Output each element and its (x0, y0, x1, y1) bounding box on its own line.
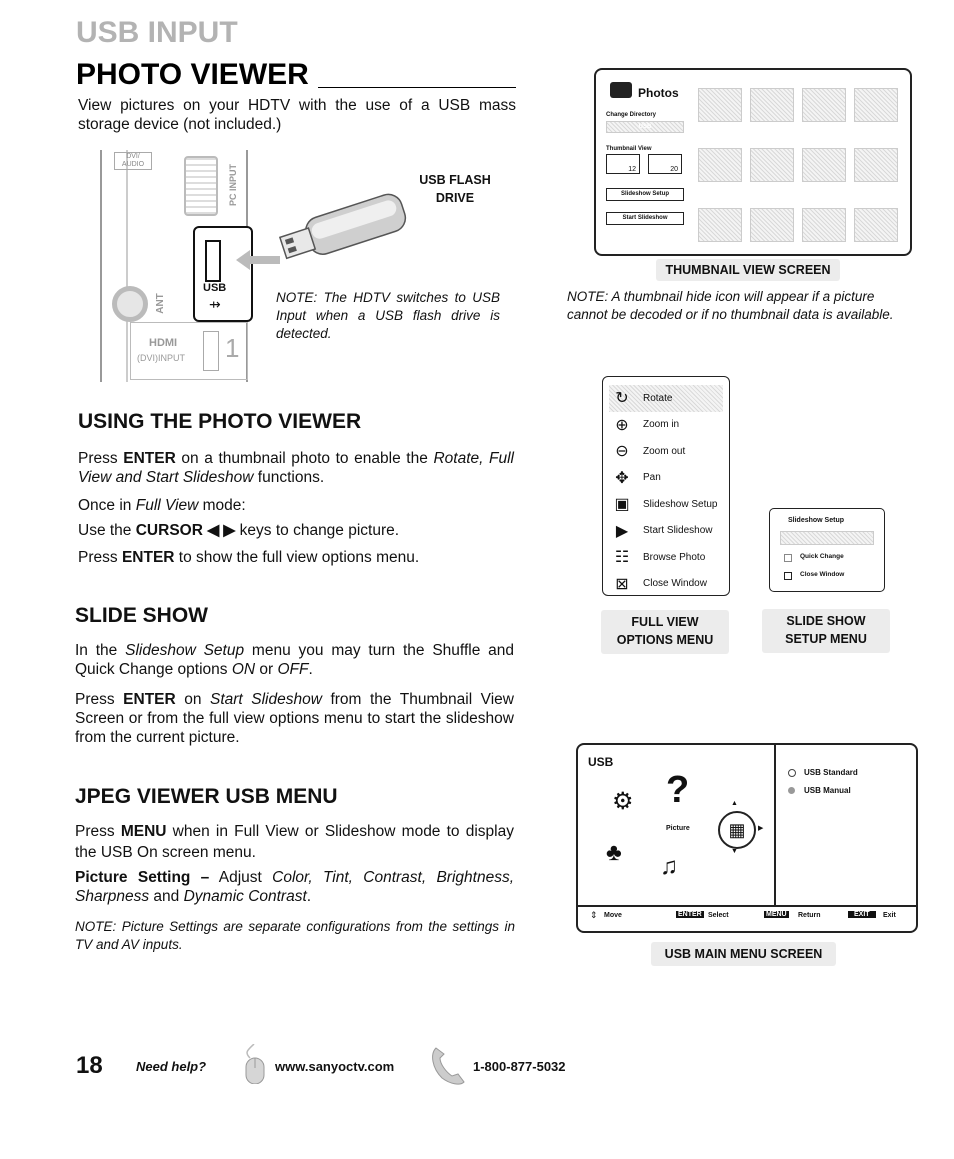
arrow-left-icon (236, 250, 280, 270)
ss-p2-a: Press (75, 691, 124, 708)
full-view-caption-1: FULL VIEW (631, 615, 699, 629)
intro-text: View pictures on your HDTV with the use of a USB mass storage device (not included.) (78, 97, 516, 133)
thumbnail[interactable] (750, 208, 794, 242)
dvi-audio-label: DVI/ AUDIO (114, 152, 152, 170)
slideshow-caption-2: SETUP MENU (785, 632, 867, 646)
footer-enter-key: ENTER (678, 911, 702, 918)
hdmi-port-icon (203, 331, 219, 371)
slideshow-caption-1: SLIDE SHOW (786, 614, 866, 628)
usb-menu-caption: USB MAIN MENU SCREEN (651, 942, 836, 966)
picture-label: Picture (666, 825, 690, 832)
panel-left-edge (100, 150, 102, 382)
jpeg-p2-d: and (149, 888, 184, 905)
usb-symbol-icon: ⇸ (209, 296, 221, 312)
ss-p1-g: . (308, 661, 313, 678)
usb-port-label: USB (203, 282, 227, 294)
usb-flash-drive-illustration (266, 188, 416, 268)
full-view-caption (601, 610, 729, 654)
ss-p1-c: menu you may turn the Shuffle and Quick Change options (75, 642, 514, 678)
jpeg-p2-b: Adjust (209, 869, 273, 886)
jpeg-p1-a: Press (75, 823, 121, 840)
thumbnail[interactable] (750, 88, 794, 122)
flash-drive-label-2: DRIVE (435, 191, 475, 205)
usb-standard-radio-icon (788, 769, 796, 777)
ss-p2-enter: ENTER (123, 691, 176, 708)
usb-note-text: : The HDTV switches to USB Input when a USB flash drive is detected. (276, 290, 500, 341)
menu-item-icon: ⊖ (615, 443, 629, 461)
using-paragraph-2 (78, 496, 246, 515)
quick-change-option[interactable]: Quick Change (800, 553, 844, 560)
nav-up-icon: ▲ (731, 800, 738, 807)
thumbnail[interactable] (854, 208, 898, 242)
jpeg-note-text: : Picture Settings are separate configurations from the settings in TV and AV inputs. (75, 919, 515, 952)
usb-main-menu-screen (576, 743, 918, 933)
phone-icon (428, 1046, 468, 1086)
menu-item-label: Rotate (643, 392, 673, 404)
menu-item-label: Slideshow Setup (643, 498, 718, 510)
using-paragraph-4 (78, 548, 419, 567)
menu-item-label: Browse Photo (643, 551, 706, 563)
move-arrows-icon: ⇕ (590, 910, 598, 920)
menu-item-label: Close Window (643, 578, 707, 590)
hdmi-label: HDMI (149, 337, 178, 349)
ss-p2-e: from the Thumbnail View Screen or from the full view options menu to start the slideshow from the current picture. (75, 691, 514, 746)
page-title-text: PHOTO VIEWER (76, 58, 309, 91)
using-paragraph-1 (78, 449, 514, 487)
section-title: USB INPUT (76, 16, 238, 49)
full-view-menu-item[interactable] (609, 465, 723, 492)
ss-p1-b: Slideshow Setup (125, 642, 245, 659)
mouse-icon (242, 1044, 266, 1084)
thumbnail[interactable] (750, 148, 794, 182)
thumb-option-20-label: 20 (670, 166, 678, 173)
camera-icon (610, 82, 632, 98)
thumbnail[interactable] (698, 148, 742, 182)
usb-screen-divider-v (774, 745, 776, 905)
thumbnail-view-caption: THUMBNAIL VIEW SCREEN (656, 259, 840, 281)
usb-manual-radio-icon (788, 787, 795, 794)
thumbnail-note (567, 288, 917, 324)
full-view-options-menu (602, 376, 730, 596)
using-p3-cursor: CURSOR ◀ ▶ (135, 522, 236, 539)
thumbnail[interactable] (698, 88, 742, 122)
slideshow-caption (762, 609, 890, 653)
menu-item-icon: ⊠ (615, 575, 629, 593)
thumbnail-note-prefix: NOTE (567, 289, 605, 304)
full-view-menu-item[interactable] (609, 491, 723, 518)
full-view-menu-item[interactable] (609, 385, 723, 412)
usb-standard-option[interactable]: USB Standard (804, 768, 858, 777)
thumbnail-view-screen (594, 68, 912, 256)
nav-right-icon: ▶ (758, 825, 764, 832)
usb-screen-divider-h (578, 905, 916, 907)
menu-item-label: Pan (643, 472, 661, 484)
jpeg-note-prefix: NOTE (75, 919, 113, 934)
menu-item-icon: ▣ (614, 496, 630, 514)
using-p4-enter: ENTER (121, 549, 175, 566)
hdmi-port-box (130, 322, 248, 380)
hdmi-port-number: 1 (225, 333, 240, 363)
jpeg-p2-a: Picture Setting – (75, 869, 210, 886)
page-title (76, 58, 516, 94)
using-p4-a: Press (78, 549, 122, 566)
usb-note-prefix: NOTE (276, 290, 314, 305)
slideshow-setup-button[interactable]: Slideshow Setup (606, 188, 684, 201)
music-icon[interactable]: ♫ (660, 853, 678, 880)
need-help-text: Need help? (136, 1059, 207, 1074)
using-p1-enter: ENTER (123, 450, 176, 467)
jpeg-p1-c: when in Full View or Slideshow mode to display the USB On screen menu. (75, 823, 514, 861)
ant-connector (112, 286, 148, 322)
ss-p1-a: In the (75, 642, 126, 659)
full-view-menu-item[interactable] (609, 544, 723, 571)
thumbnail[interactable] (854, 88, 898, 122)
footer-menu-key: MENU (766, 911, 787, 918)
tv-panel-diagram (96, 150, 256, 382)
close-window-icon (784, 572, 792, 580)
pc-input-port (184, 156, 218, 216)
slideshow-setup-title: Slideshow Setup (788, 517, 845, 524)
usb-screen-title: USB (588, 755, 614, 769)
slideshow-setup-menu (769, 508, 885, 592)
page-number: 18 (76, 1052, 103, 1079)
insert-arrow (236, 250, 280, 270)
thumbnail[interactable] (802, 148, 846, 182)
footer-exit: Exit (883, 912, 896, 919)
using-p2-a: Once in (78, 497, 136, 514)
ss-p1-off: OFF (277, 661, 309, 678)
jpeg-p1-menu: MENU (120, 823, 167, 840)
thumbnail[interactable] (802, 88, 846, 122)
jpeg-p2-f: . (306, 888, 312, 905)
phone-number: 1-800-877-5032 (473, 1059, 566, 1074)
thumbnail[interactable] (802, 208, 846, 242)
jpeg-paragraph-2 (75, 868, 514, 906)
menu-item-icon: ↻ (615, 390, 629, 408)
pc-input-label: PC INPUT (228, 163, 239, 207)
mouse-icon-svg (242, 1044, 266, 1084)
photos-title: Photos (638, 86, 679, 100)
menu-item-label: Zoom in (643, 419, 680, 431)
menu-item-icon: ☷ (614, 549, 630, 567)
usb-flash-drive (266, 188, 416, 268)
full-view-menu-item[interactable] (609, 438, 723, 465)
using-p1-e: functions. (253, 469, 325, 486)
footer-exit-key: EXIT (848, 911, 876, 918)
usb-directory-button[interactable]: USB (606, 121, 684, 133)
usb-port-slot (205, 240, 221, 282)
thumb-option-12-label: 12 (628, 166, 636, 173)
thumbnail[interactable] (698, 208, 742, 242)
ant-label: ANT (154, 293, 166, 314)
flash-drive-label-1: USB FLASH (419, 173, 491, 187)
usb-manual-option[interactable]: USB Manual (804, 786, 851, 795)
change-directory-label: Change Directory (606, 112, 657, 118)
using-p4-c: to show the full view options menu. (174, 549, 420, 566)
satellite-icon[interactable]: ♣ (606, 839, 622, 866)
help-question-icon[interactable]: ? (666, 769, 690, 811)
title-underline (318, 87, 516, 88)
using-heading: USING THE PHOTO VIEWER (78, 410, 362, 433)
thumbnail[interactable] (854, 148, 898, 182)
menu-item-icon: ⊕ (615, 416, 629, 434)
ss-p1-on: ON (231, 661, 256, 678)
usb-selected-icon[interactable]: ▦ (718, 811, 756, 849)
quick-change-checkbox-icon (784, 554, 792, 562)
flash-drive-label (412, 171, 498, 207)
thumb-option-20[interactable] (648, 154, 682, 174)
slide-show-heading: SLIDE SHOW (75, 604, 209, 627)
menu-item-label: Start Slideshow (643, 525, 713, 537)
using-p3-c: keys to change picture. (235, 522, 400, 539)
full-view-caption-2: OPTIONS MENU (616, 633, 714, 647)
full-view-menu-item[interactable] (609, 571, 723, 598)
using-p1-c: on a thumbnail photo to enable the (175, 450, 434, 467)
website-link[interactable]: www.sanyoctv.com (275, 1059, 395, 1074)
thumbnail-grid (698, 88, 902, 244)
menu-item-label: Zoom out (643, 445, 686, 457)
nav-down-icon: ▼ (731, 848, 738, 855)
thumbnail-note-text: : A thumbnail hide icon will appear if a picture cannot be decoded or if no thumbnail data is available. (567, 289, 894, 322)
using-p2-fullview: Full View (135, 497, 199, 514)
phone-icon-svg (428, 1046, 468, 1086)
hdmi-sub-label: (DVI)INPUT (137, 353, 185, 363)
full-view-menu-item[interactable] (609, 412, 723, 439)
using-p3-a: Use the (78, 522, 136, 539)
panel-divider (126, 150, 128, 382)
slide-show-paragraph-1 (75, 641, 514, 679)
menu-item-icon: ▶ (615, 522, 629, 540)
using-p1-a: Press (78, 450, 124, 467)
close-window-option[interactable]: Close Window (800, 571, 845, 578)
jpeg-p2-e: Dynamic Contrast (183, 888, 307, 905)
footer-return: Return (798, 912, 821, 919)
thumbnail-view-label: Thumbnail View (606, 146, 652, 152)
shuffle-option-bar[interactable] (780, 531, 874, 545)
jpeg-note (75, 918, 515, 954)
start-slideshow-button[interactable]: Start Slideshow (606, 212, 684, 225)
ss-p2-d: Start Slideshow (210, 691, 322, 708)
footer-select: Select (708, 912, 729, 919)
usb-port-box (193, 226, 253, 322)
jpeg-paragraph-1 (75, 821, 514, 863)
footer-move: Move (604, 912, 622, 919)
using-p2-c: mode: (198, 497, 246, 514)
settings-tools-icon[interactable]: ⚙ (612, 788, 634, 815)
jpeg-heading: JPEG VIEWER USB MENU (75, 785, 338, 808)
menu-item-icon: ✥ (615, 469, 629, 487)
ss-p1-e: or (255, 661, 278, 678)
usb-note (276, 289, 500, 343)
full-view-menu-item[interactable] (609, 518, 723, 545)
ss-p2-c: on (175, 691, 210, 708)
using-paragraph-3 (78, 521, 399, 540)
thumb-option-12[interactable] (606, 154, 640, 174)
slide-show-paragraph-2 (75, 690, 514, 747)
jpeg-p2-c: Color, Tint, Contrast, Brightness, Sharpness (75, 869, 514, 905)
using-p1-functions: Rotate, Full View and Start Slideshow (78, 450, 515, 486)
